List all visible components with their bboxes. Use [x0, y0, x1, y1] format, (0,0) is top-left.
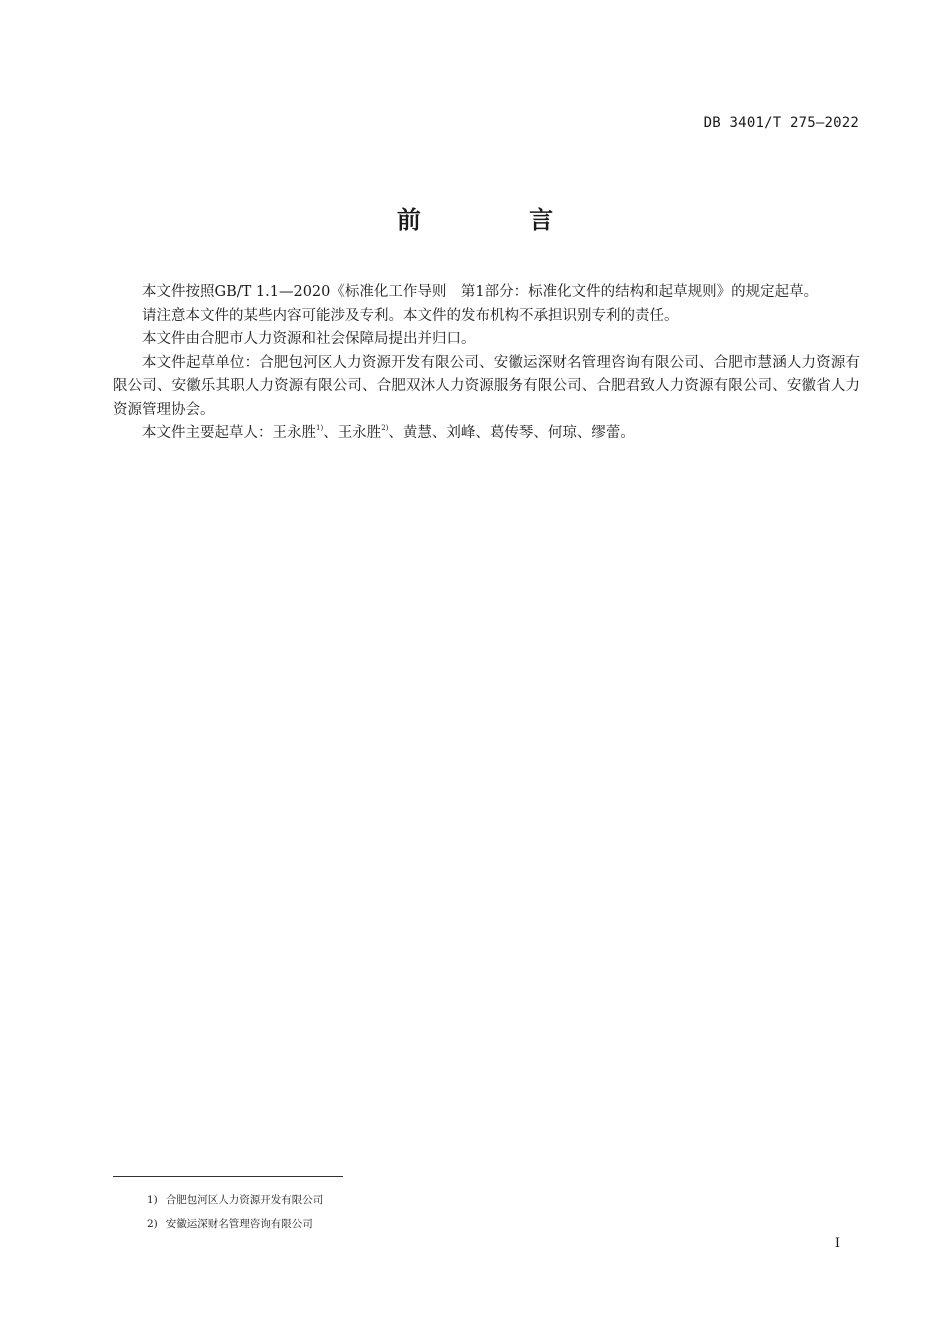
footnote-mark: 2) [147, 1218, 158, 1230]
body-text [113, 281, 860, 446]
footnotes [147, 1188, 323, 1236]
footnote-text: 合肥包河区人力资源开发有限公司 [165, 1194, 324, 1206]
paragraph-drafting-rules: 本文件按照GB/T 1.1—2020《标准化工作导则 第1部分：标准化文件的结构和起草规则》的规定起草。 [142, 284, 819, 300]
drafter-name: 王永胜 [337, 425, 382, 441]
drafters-rest: 、黄慧、刘峰、葛传琴、何琼、缪蕾。 [388, 425, 635, 441]
footnote-item [147, 1188, 323, 1212]
footnote-ref: 2) [381, 424, 389, 432]
footnote-item [147, 1212, 323, 1236]
paragraph-drafting-units: 本文件起草单位：合肥包河区人力资源开发有限公司、安徽运深财名管理咨询有限公司、合肥市慧涵人力资源有限公司、安徽乐其职人力资源有限公司、合肥双沐人力资源服务有限公司、合肥君致人力资源有限公司、安徽省人力资源管理协会。 [113, 354, 860, 418]
drafters-prefix: 本文件主要起草人： [142, 425, 273, 441]
footnote-text: 安徽运深财名管理咨询有限公司 [165, 1218, 313, 1230]
page-title: 前 言 [396, 206, 604, 234]
paragraph-proposer: 本文件由合肥市人力资源和社会保障局提出并归口。 [142, 331, 476, 347]
footnote-ref: 1) [316, 424, 324, 432]
footnote-mark: 1) [147, 1194, 158, 1206]
paragraph-drafters [113, 422, 860, 446]
name-separator: 、 [323, 425, 338, 441]
drafter-name: 王永胜 [272, 425, 316, 441]
footnote-divider [113, 1176, 343, 1177]
document-code: DB 3401/T 275—2022 [703, 115, 859, 131]
paragraph-patent-notice: 请注意本文件的某些内容可能涉及专利。本文件的发布机构不承担识别专利的责任。 [142, 307, 679, 324]
page-number: I [834, 1236, 840, 1251]
